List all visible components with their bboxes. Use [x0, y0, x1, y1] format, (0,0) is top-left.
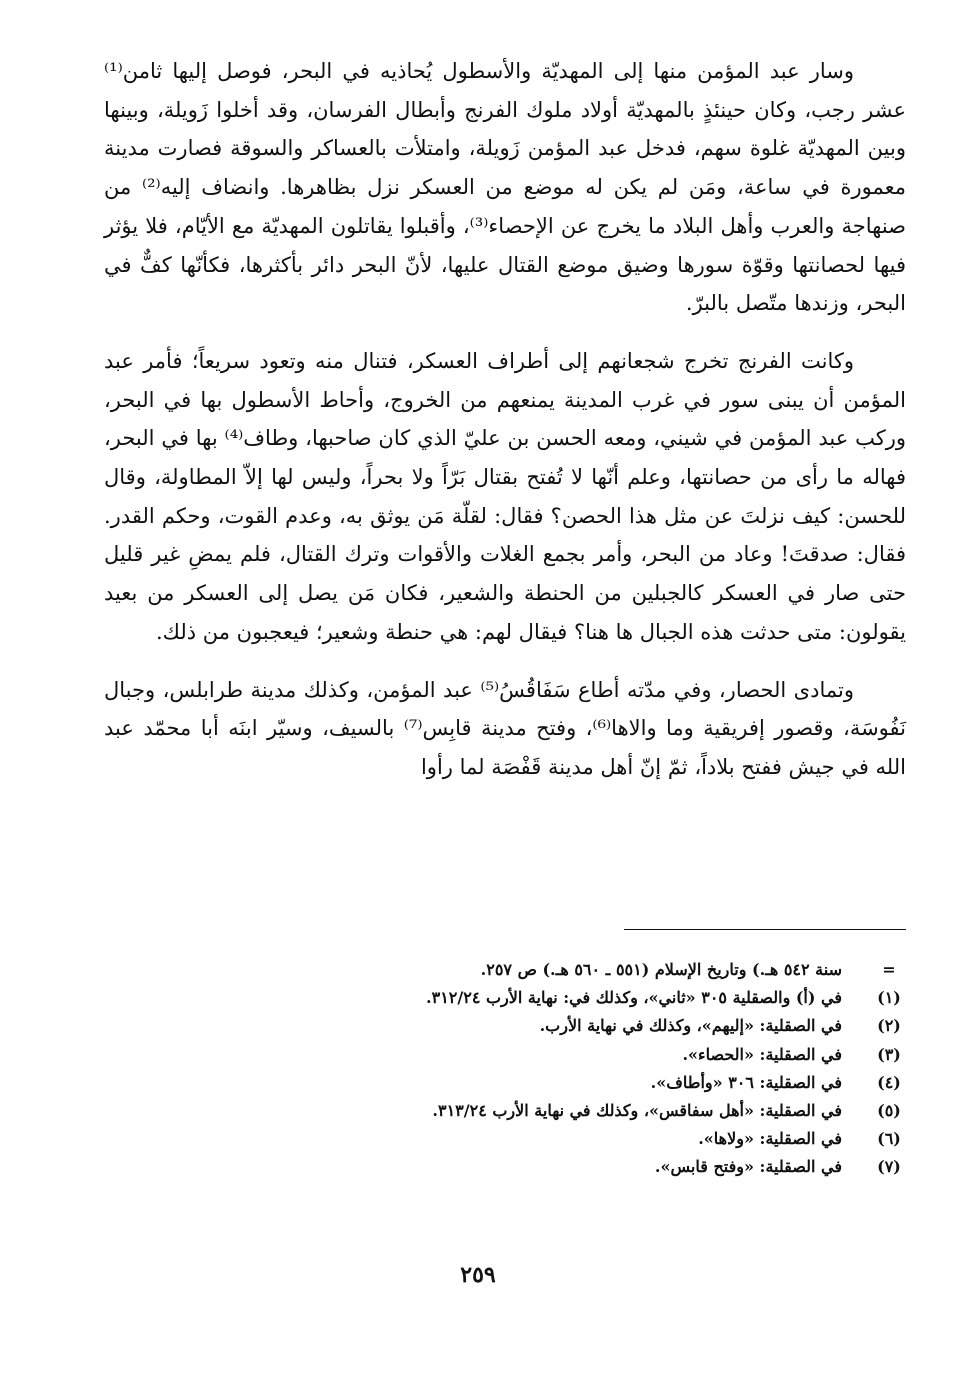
- paragraph-3: وتمادى الحصار، وفي مدّته أطاع سَفَاقُسُ⁽⁵⁾ عبد المؤمن، وكذلك مدينة طرابلس، وجبال نَفُوسَة، وقصور إفريقية وما والاها⁽⁶⁾، وفتح مدينة قابِس⁽⁷⁾ بالسيف، وسيّر ابنَه أبا محمّد عبد الله في جيش ففتح بلاداً، ثمّ إنّ أهل مدينة قَفْصَة لما رأوا: [104, 677, 906, 779]
- footnote-marker: =: [882, 960, 896, 979]
- footnote-continued: [180, 956, 910, 984]
- footnote-marker: (٤): [877, 1072, 901, 1092]
- footnote-marker: (٥): [877, 1100, 901, 1120]
- footnote-text: سنة ٥٤٢ هـ.) وتاريخ الإسلام (٥٥١ ـ ٥٦٠ هـ.) ص ٢٥٧.: [480, 960, 842, 979]
- footnote-marker: (٧): [877, 1157, 901, 1177]
- footnote-text: في الصقلية: ٣٠٦ «وأطاف».: [650, 1072, 842, 1092]
- page-number: ٢٥٩: [460, 1262, 496, 1288]
- footnote-marker: (١): [877, 988, 901, 1008]
- footnote-marker: (٢): [877, 1016, 901, 1036]
- footnote-marker: (٣): [877, 1044, 901, 1064]
- footnote-6: [180, 1125, 910, 1153]
- footnote-1: [180, 984, 910, 1012]
- footnote-text: في الصقلية: «وفتح قابس».: [654, 1157, 842, 1177]
- footnote-2: [180, 1012, 910, 1040]
- footnote-text: في الصقلية: «ولاها».: [698, 1129, 842, 1149]
- footnotes-section: [180, 956, 910, 1182]
- paragraph-1: وسار عبد المؤمن منها إلى المهديّة والأسطول يُحاذيه في البحر، فوصل إليها ثامن⁽¹⁾ عشر رجب، وكان حينئذٍ بالمهديّة أولاد ملوك الفرنج وأبطال الفرسان، وقد أخلوا زَويلة، وبينها وبين المهديّة غلوة سهم، فدخل عبد المؤمن زَويلة، وامتلأت بالعساكر والسوقة فصارت مدينة معمورة في ساعة، ومَن لم يكن له موضع من العسكر نزل بظاهرها. وانضاف إليه⁽²⁾ من صنهاجة والعرب وأهل البلاد ما يخرج عن الإحصاء⁽³⁾، وأقبلوا يقاتلون المهديّة مع الأيّام، فلا يؤثر فيها لحصانتها وقوّة سورها وضيق موضع القتال عليها، لأنّ البحر دائر بأكثرها، فكأنّها كفٌّ في البحر، وزندها متّصل بالبرّ.: [104, 59, 907, 316]
- footnote-4: [180, 1069, 910, 1097]
- footnote-3: [180, 1041, 910, 1069]
- footnote-text: في الصقلية: «أهل سفاقس»، وكذلك في نهاية الأرب ٣١٣/٢٤.: [432, 1100, 842, 1120]
- footnote-text: في الصقلية: «إليهم»، وكذلك في نهاية الأرب.: [539, 1016, 842, 1036]
- paragraph-2: وكانت الفرنج تخرج شجعانهم إلى أطراف العسكر، فتنال منه وتعود سريعاً؛ فأمر عبد المؤمن أن يبنى سور في غرب المدينة يمنعهم من الخروج، وأحاط الأسطول بها في البحر، وركب عبد المؤمن في شيني، ومعه الحسن بن عليّ الذي كان صاحبها، وطاف⁽⁴⁾ بها في البحر، فهاله ما رأى من حصانتها، وعلم أنّها لا تُفتح بقتال بَرّاً ولا بحراً، وليس لها إلاّ المطاولة، وقال للحسن: كيف نزلتَ عن مثل هذا الحصن؟ فقال: لقلّة مَن يوثق به، وعدم القوت، وحكم القدر. فقال: صدقتَ! وعاد من البحر، وأمر بجمع الغلات والأقوات وترك القتال، فلم يمضِ غير قليل حتى صار في العسكر كالجبلين من الحنطة والشعير، فكان مَن يصل إلى العسكر من بعيد يقولون: متى حدثت هذه الجبال ها هنا؟ فيقال لهم: هي حنطة وشعير؛ فيعجبون من ذلك.: [104, 348, 906, 644]
- footnote-separator-rule: [624, 929, 906, 930]
- footnote-5: [180, 1097, 910, 1125]
- footnote-text: في (أ) والصقلية ٣٠٥ «ثاني»، وكذلك في: نهاية الأرب ٣١٢/٢٤.: [426, 988, 842, 1008]
- footnote-text: في الصقلية: «الحصاء».: [682, 1044, 842, 1064]
- main-text-body: [104, 52, 906, 787]
- footnote-7: [180, 1153, 910, 1181]
- footnote-marker: (٦): [877, 1129, 901, 1149]
